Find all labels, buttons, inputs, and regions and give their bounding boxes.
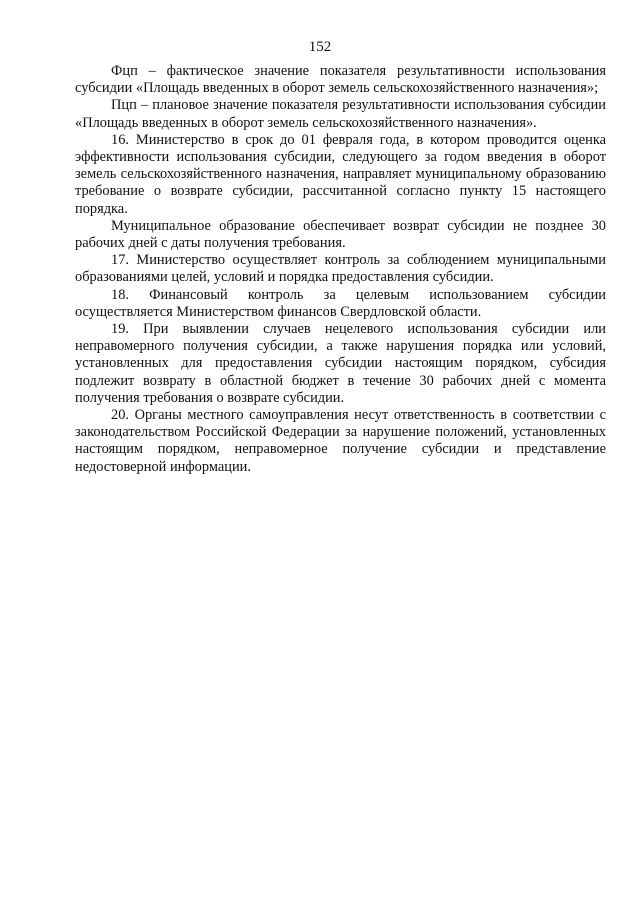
page-number: 152 bbox=[308, 39, 332, 55]
paragraph-clause-19: 19. При выявлении случаев нецелевого использования субсидии или неправомерного получения субсидии, а также нарушения порядка или условий, установленных для предоставления субсидии настоящим порядком, субсидия подлежит возврату в областной бюджет в течение 30 рабочих дней с момента получения требования о возврате субсидии. bbox=[75, 321, 606, 406]
paragraph-clause-16: 16. Министерство в срок до 01 февраля года, в котором проводится оценка эффективности использования субсидии, следующего за годом введения в оборот земель сельскохозяйственного назначения, направляет муниципальному образованию требование о возврате субсидии, рассчитанной согласно пункту 15 настоящего порядка. bbox=[75, 131, 606, 217]
paragraph-clause-18: 18. Финансовый контроль за целевым использованием субсидии осуществляется Министерством финансов Свердловской области. bbox=[75, 286, 606, 320]
paragraph-clause-20: 20. Органы местного самоуправления несут ответственность в соответствии с законодательством Российской Федерации за нарушение положений, установленных настоящим порядком, неправомерное получение субсидии и представление недостоверной информации. bbox=[75, 407, 606, 475]
document-body bbox=[75, 63, 606, 476]
paragraph-fcp-definition: Фцп – фактическое значение показателя результативности использования субсидии «Площадь введенных в оборот земель сельскохозяйственного назначения»; bbox=[75, 63, 606, 97]
paragraph-pcp-definition: Пцп – плановое значение показателя результативности использования субсидии «Площадь введенных в оборот земель сельскохозяйственного назначения». bbox=[75, 97, 606, 131]
paragraph-subsidy-return: Муниципальное образование обеспечивает возврат субсидии не позднее 30 рабочих дней с даты получения требования. bbox=[75, 217, 606, 252]
paragraph-clause-17: 17. Министерство осуществляет контроль за соблюдением муниципальными образованиями целей, условий и порядка предоставления субсидии. bbox=[75, 252, 606, 286]
